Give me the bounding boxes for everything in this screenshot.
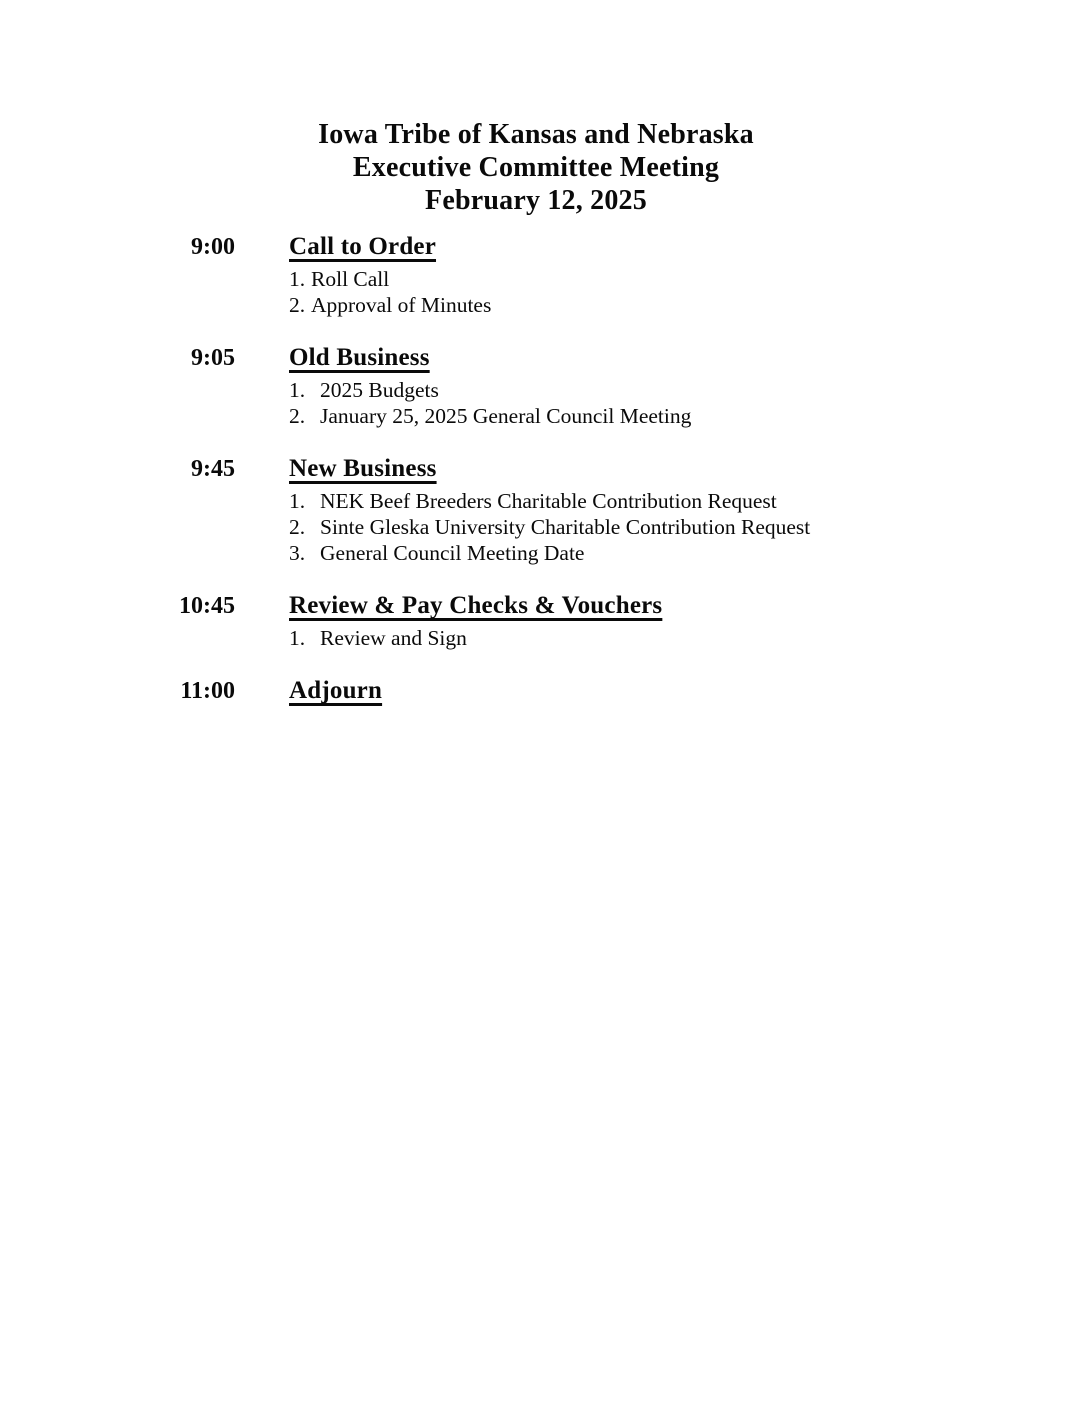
item-text: January 25, 2025 General Council Meeting <box>320 404 692 428</box>
item-number: 3. <box>289 541 306 565</box>
agenda-heading: Review & Pay Checks & Vouchers <box>289 592 663 619</box>
agenda-section-body <box>235 591 662 651</box>
item-text: 2025 Budgets <box>320 378 439 402</box>
item-number: 1. <box>289 626 306 650</box>
item-text: Sinte Gleska University Charitable Contribution Request <box>320 515 811 539</box>
item-text: Review and Sign <box>320 626 467 650</box>
agenda-heading: Call to Order <box>289 233 437 260</box>
meeting-date: February 12, 2025 <box>425 185 647 216</box>
agenda-item <box>289 488 810 514</box>
agenda-section-body <box>235 343 691 429</box>
agenda-time: 11:00 <box>180 678 235 704</box>
agenda-heading: Old Business <box>289 344 430 371</box>
agenda-item <box>289 266 491 292</box>
agenda-time: 9:00 <box>191 234 235 260</box>
agenda-item <box>289 514 810 540</box>
agenda-time: 9:45 <box>191 456 235 482</box>
agenda-time: 9:05 <box>191 345 235 371</box>
item-number: 2. <box>289 515 306 539</box>
agenda-section <box>0 591 1088 651</box>
agenda-item <box>289 625 662 651</box>
agenda-item <box>289 403 691 429</box>
item-number: 1. <box>289 489 306 513</box>
meeting-name: Executive Committee Meeting <box>352 152 720 183</box>
agenda-heading: Adjourn <box>289 677 383 704</box>
item-text: General Council Meeting Date <box>320 541 585 565</box>
item-number: 1. <box>289 267 306 291</box>
item-number: 2. <box>289 293 306 317</box>
agenda-section <box>0 343 1088 429</box>
agenda-heading: New Business <box>289 455 437 482</box>
item-number: 2. <box>289 404 306 428</box>
agenda-items <box>289 625 662 651</box>
agenda-list <box>0 232 1088 710</box>
item-text: Roll Call <box>311 267 390 291</box>
document-header <box>0 0 1072 217</box>
agenda-section <box>0 232 1088 318</box>
item-text: NEK Beef Breeders Charitable Contribution Request <box>320 489 777 513</box>
agenda-time: 10:45 <box>179 593 235 619</box>
agenda-section-body <box>235 454 810 566</box>
agenda-items <box>289 488 810 566</box>
item-text: Approval of Minutes <box>311 293 492 317</box>
item-number: 1. <box>289 378 306 402</box>
agenda-section <box>0 454 1088 566</box>
agenda-item <box>289 540 810 566</box>
agenda-section-body <box>235 232 491 318</box>
agenda-item <box>289 292 491 318</box>
agenda-items <box>289 377 691 429</box>
meeting-organization-title: Iowa Tribe of Kansas and Nebraska <box>318 119 754 150</box>
agenda-items <box>289 266 491 318</box>
agenda-item <box>289 377 691 403</box>
agenda-section <box>0 676 1088 710</box>
agenda-section-body <box>235 676 382 710</box>
